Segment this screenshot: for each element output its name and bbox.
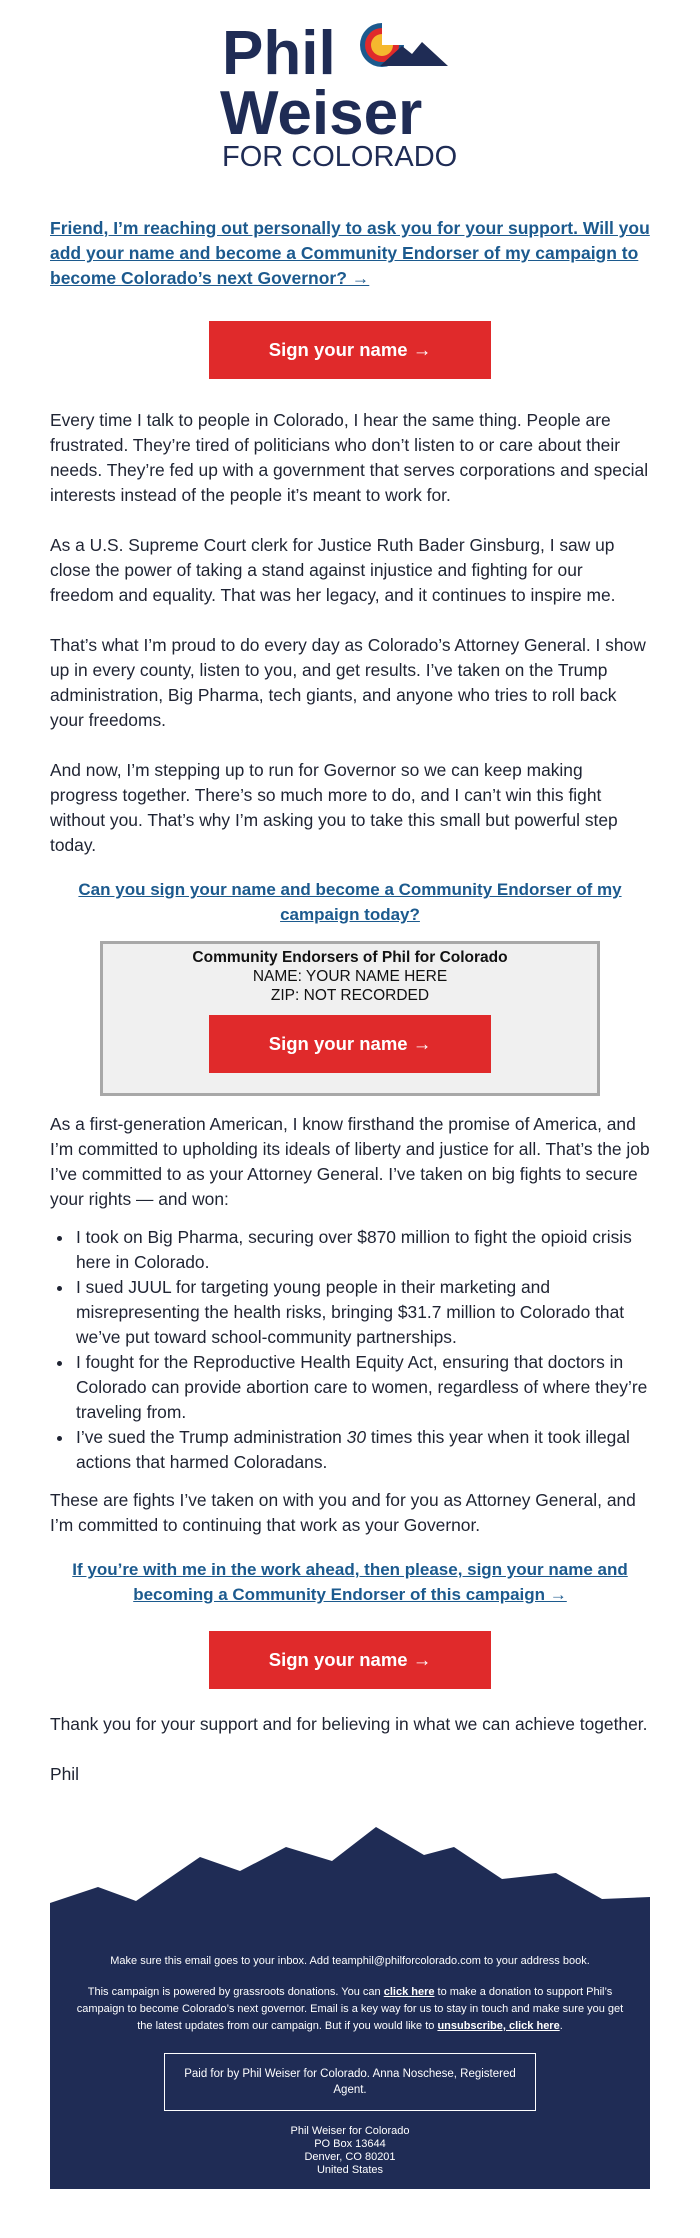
mid-link[interactable]: Can you sign your name and become a Community Endorser of my campaign today? (78, 880, 622, 924)
paragraph-3: That’s what I’m proud to do every day as Colorado’s Attorney General. I show up in every county, listen to you, and get results. I’ve taken on the Trump administration, Big Pharma, tech giants, and anyone who tries to roll back your freedoms. (50, 635, 646, 730)
sign-name-button-2[interactable]: Sign your name → (209, 1015, 491, 1073)
list-item-text-pre: I’ve sued the Trump administration (76, 1427, 347, 1447)
endorser-box (100, 941, 600, 1096)
cta-wrap-1 (50, 321, 650, 379)
footer-content (50, 1937, 650, 2189)
inbox-note: Make sure this email goes to your inbox. Add teamphil@philforcolorado.com to your address book. (110, 1955, 590, 1967)
endorser-name-line: NAME: YOUR NAME HERE (252, 968, 448, 985)
unsubscribe-link[interactable]: unsubscribe, click here (437, 2020, 560, 2032)
campaign-logo (220, 18, 480, 170)
list-item: • I took on Big Pharma, securing over $870 million to fight the opioid crisis here in Colorado. (74, 1225, 650, 1275)
address-line-3: Denver, CO 80201 (304, 2151, 396, 2163)
donation-text-end: . (559, 2020, 563, 2032)
donation-text-mid: to make a donation to support Phil’s campaign to become Colorado’s next governor. Email is a key way for us to stay in touch and make sure you get the latest updates from our campaign. But if you would like to (76, 1986, 624, 2032)
endorser-zip-line: ZIP: NOT RECORDED (270, 987, 430, 1004)
sign-name-button-3[interactable]: Sign your name → (209, 1631, 491, 1689)
paid-for-box: Paid for by Phil Weiser for Colorado. Anna Noschese, Registered Agent. (164, 2053, 536, 2111)
mailing-address (76, 2125, 624, 2177)
paragraph-4: And now, I’m stepping up to run for Governor so we can keep making progress together. There’s so much more to do, and I can’t win this fight without you. That’s why I’m asking you to take this small but powerful step today. (50, 760, 618, 855)
colorado-c-icon (360, 21, 448, 67)
list-item: • I sued JUUL for targeting young people in their marketing and misrepresenting the health risks, bringing $31.7 million to Colorado that we’ve put toward school-community partnerships. (74, 1275, 650, 1350)
logo-svg (220, 18, 480, 170)
paragraph-2: As a U.S. Supreme Court clerk for Justice Ruth Bader Ginsburg, I saw up close the power of taking a stand against injustice and fighting for our freedom and equality. That was her legacy, and it continues to inspire me. (50, 535, 616, 605)
sign-name-button-1[interactable]: Sign your name → (209, 321, 491, 379)
list-item-emphasis: 30 (346, 1427, 366, 1447)
intro-link[interactable]: Friend, I’m reaching out personally to ask you for your support. Will you add your name and become a Community Endorser of my campaign to become Colorado’s next Governor? → (50, 218, 650, 288)
donation-note (76, 1984, 624, 2035)
list-item (74, 1425, 650, 1475)
donation-text-pre: This campaign is powered by grassroots donations. You can (87, 1986, 384, 1998)
address-line-1: Phil Weiser for Colorado (290, 2125, 410, 2137)
footer (50, 1827, 650, 2189)
accomplishments-list (74, 1225, 650, 1475)
paragraph-1: Every time I talk to people in Colorado, I hear the same thing. People are frustrated. They’re tired of politicians who don’t listen to or care about their needs. They’re fed up with a government that serves corporations and special interests instead of the people it’s meant to work for. (50, 410, 649, 505)
cta-wrap-2 (103, 1015, 597, 1073)
address-line-2: PO Box 13644 (314, 2138, 386, 2150)
endorser-box-title: Community Endorsers of Phil for Colorado (192, 949, 508, 966)
signature: Phil (50, 1764, 79, 1784)
logo-line2: Weiser (220, 79, 423, 148)
final-link[interactable]: If you’re with me in the work ahead, then please, sign your name and becoming a Community Endorser of this campaign → (72, 1560, 628, 1604)
logo-line1: Phil (222, 19, 336, 88)
paragraph-5: As a first-generation American, I know firsthand the promise of America, and I’m committed to upholding its ideals of liberty and justice for all. That’s the job I’ve committed to as your Attorney General. I’ve taken on big fights to secure your rights — and won: (50, 1114, 650, 1209)
mountain-icon (50, 1827, 650, 1937)
donate-link[interactable]: click here (383, 1986, 435, 1998)
list-item: • I fought for the Reproductive Health Equity Act, ensuring that doctors in Colorado can provide abortion care to women, regardless of where they’re traveling from. (74, 1350, 650, 1425)
paragraph-7: Thank you for your support and for believing in what we can achieve together. (50, 1714, 648, 1734)
logo-line3: FOR COLORADO (222, 141, 458, 170)
email-body (50, 216, 650, 1787)
paragraph-6: These are fights I’ve taken on with you and for you as Attorney General, and I’m committed to continuing that work as your Governor. (50, 1490, 636, 1535)
address-line-4: United States (316, 2164, 384, 2176)
list-item-text-post: times this year when it took illegal actions that harmed Coloradans. (76, 1427, 630, 1472)
cta-wrap-3 (50, 1631, 650, 1689)
